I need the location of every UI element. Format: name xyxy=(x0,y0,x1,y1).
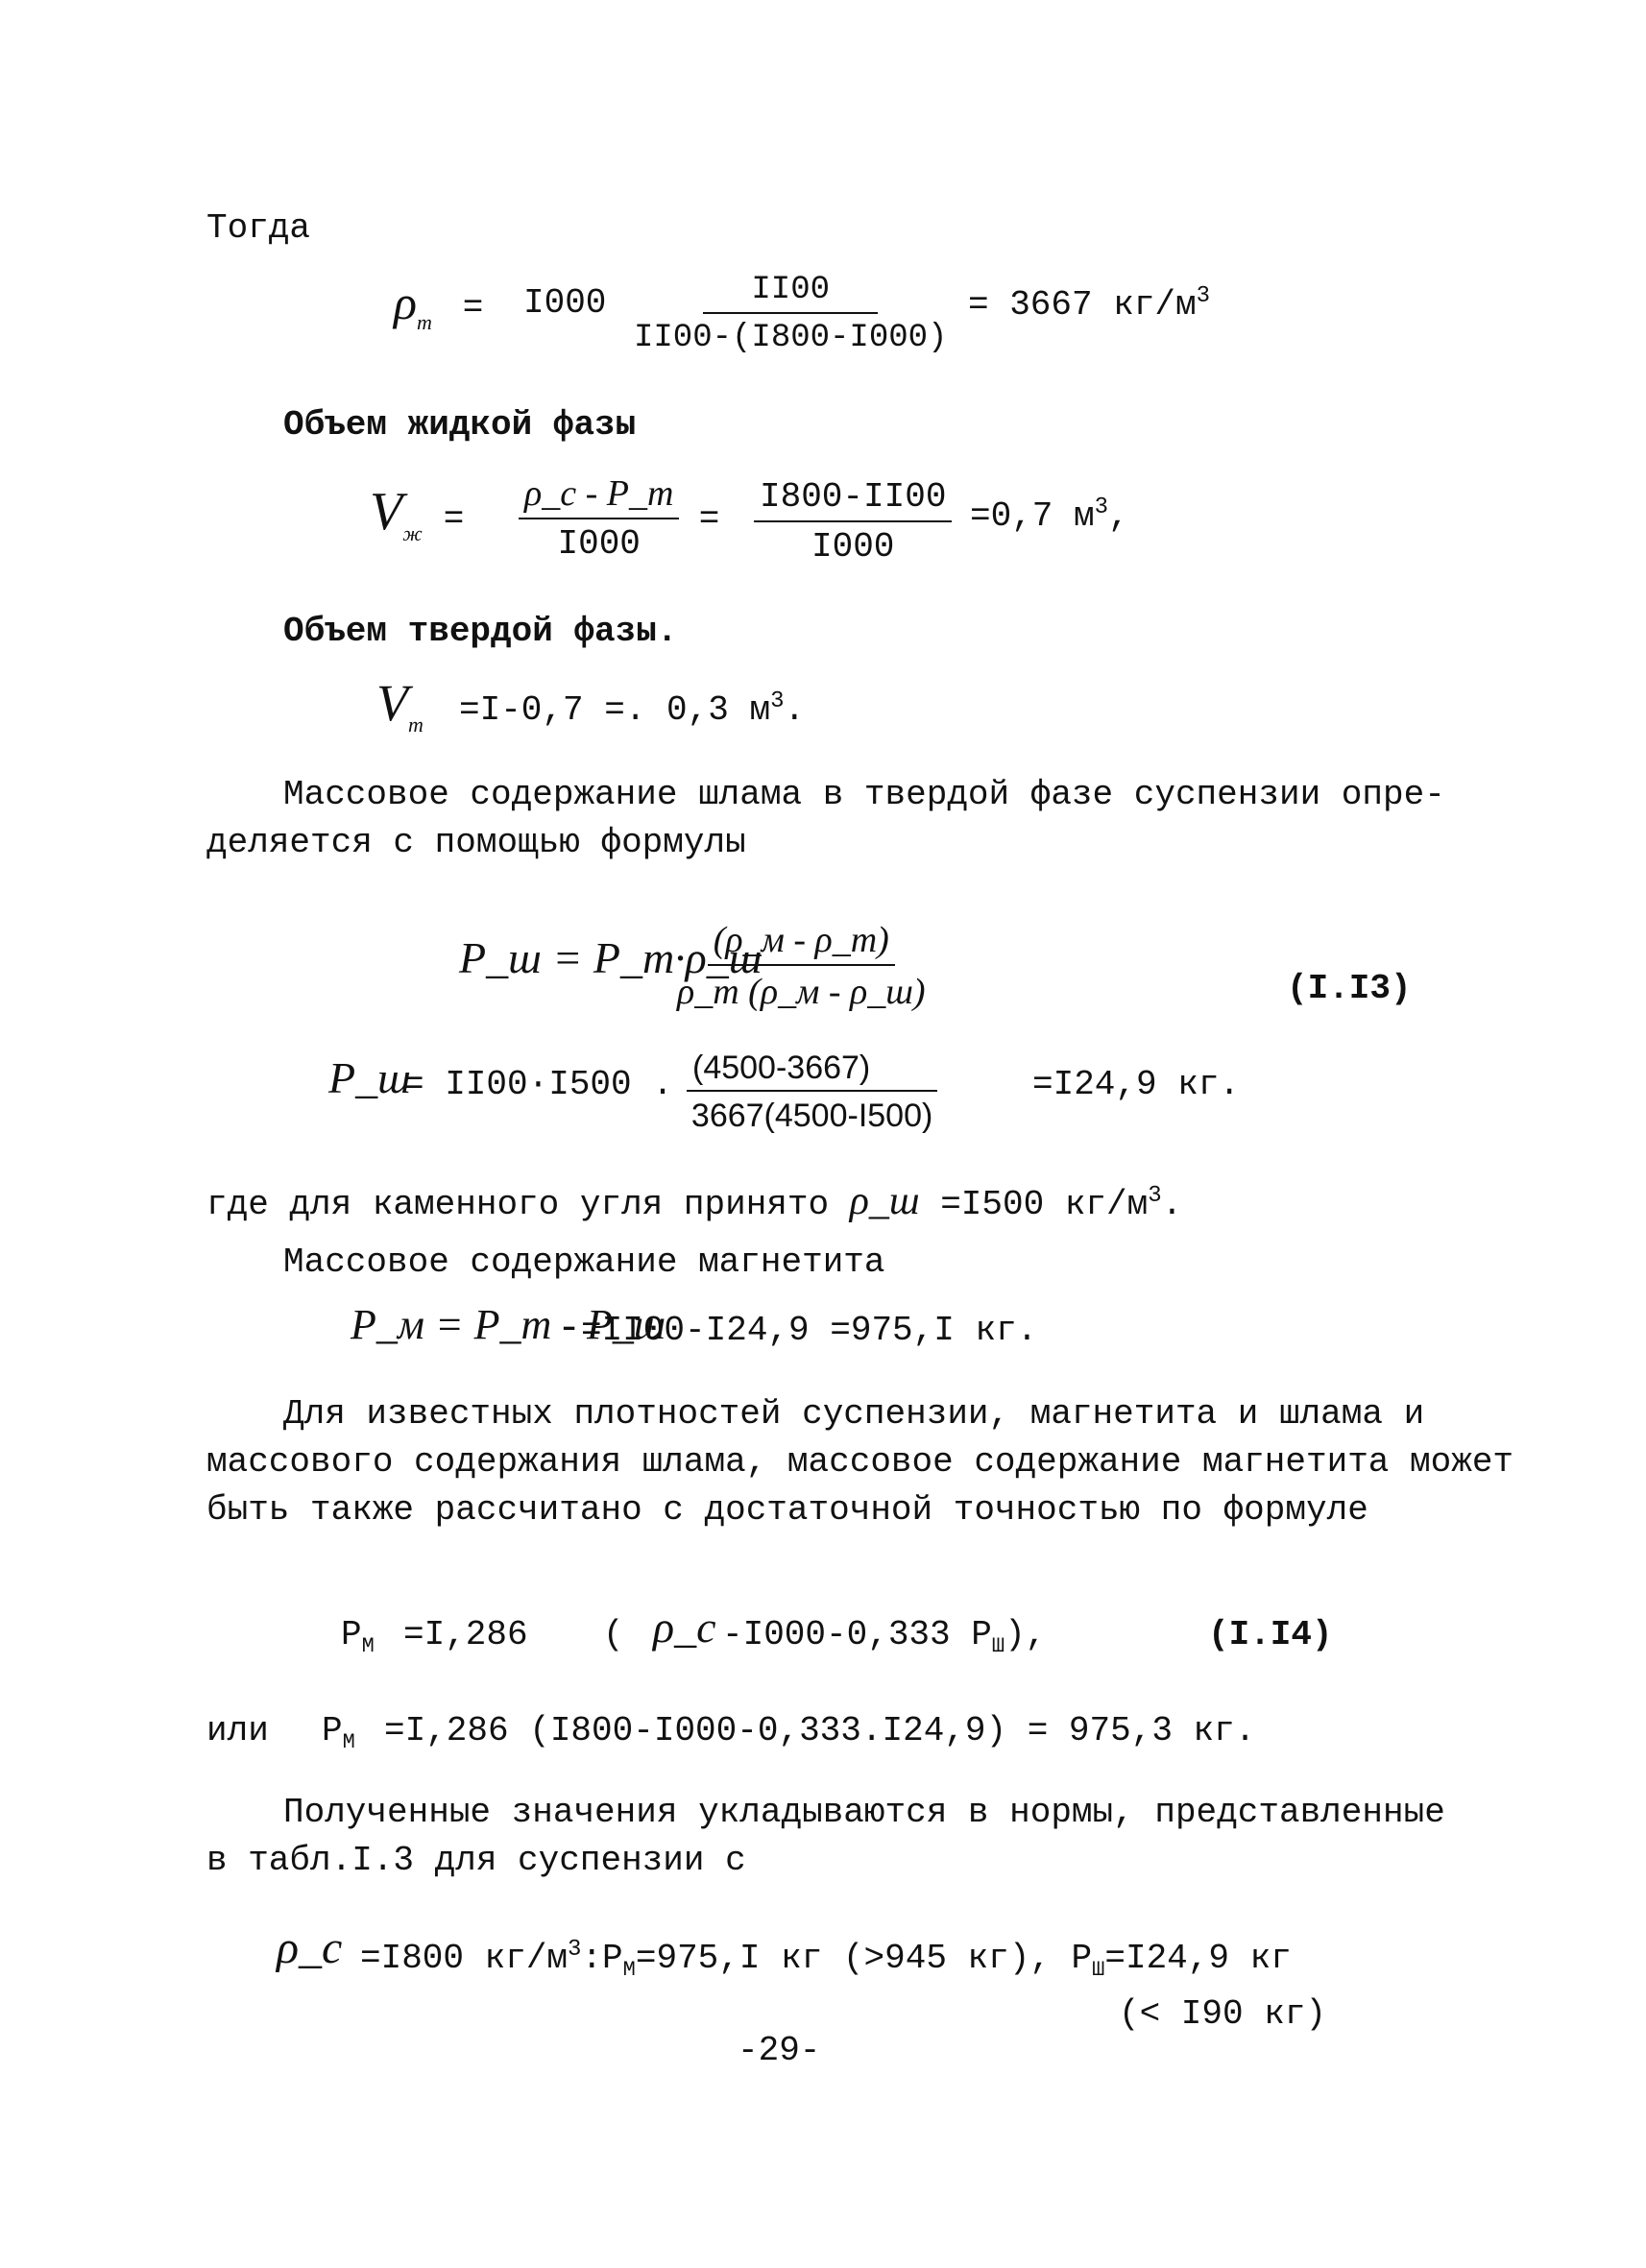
eq2-lhs: $V_ж$ xyxy=(370,482,423,546)
eq1-result: = 3667 $кг/м^3$ xyxy=(968,283,1211,325)
eq5-lhs: P_ш xyxy=(328,1053,411,1102)
where-symbol: ρ_ш xyxy=(849,1179,920,1223)
eq4-lhs: P_ш = P_т·ρ_ш xyxy=(459,933,762,982)
paragraph-3-line-1: Полученные значения укладываются в нормы, представленные xyxy=(283,1793,1445,1832)
eq1-coef: I000 xyxy=(523,283,607,323)
eq5-fraction: $\frac{(4500-3667)}{3667(4500-I500)}$ xyxy=(687,1051,937,1132)
eq8-prefix: или xyxy=(206,1711,269,1750)
eq2-fraction-2: $\frac{I800-II00}{I000}$ xyxy=(754,480,952,565)
eq9-line-2: (< I90 кг) xyxy=(1119,1994,1327,2034)
eq7-lhs: $P_М$ xyxy=(341,1615,375,1659)
eq7-coef: =I,286 xyxy=(403,1615,528,1654)
eq5-result: =I24,9 кг. xyxy=(1032,1065,1241,1104)
eq2-equals-1: = xyxy=(444,496,465,536)
eq1-lhs: $\rho_т$ xyxy=(394,276,432,334)
eq8-lhs: $P_М$ xyxy=(322,1711,355,1755)
intro-text: Тогда xyxy=(206,208,311,248)
eq2-fraction-1: ρ_c - P_т I000 xyxy=(519,475,679,562)
eq5-mid: = II00·I500 . xyxy=(403,1065,673,1104)
eq7-label: (I.I4) xyxy=(1208,1615,1333,1654)
paragraph-2-line-2: массового содержания шлама, массовое содержание магнетита может xyxy=(206,1442,1514,1482)
eq9-symbol: ρ_c xyxy=(277,1922,343,1973)
eq7-symbol: ρ_c xyxy=(653,1603,716,1652)
paragraph-2-line-3: быть также рассчитано с достаточной точностью по формуле xyxy=(206,1490,1368,1530)
paragraph-2-line-1: Для известных плотностей суспензии, магнетита и шлама и xyxy=(283,1394,1425,1434)
eq3-lhs: $V_т$ xyxy=(376,674,424,736)
eq4-label: (I.I3) xyxy=(1287,969,1412,1008)
eq1-fraction: $\frac{II00}{II00-(I800-I000)}$ xyxy=(634,272,948,356)
eq7-open: ( xyxy=(603,1615,624,1654)
eq4-fraction: (ρ_м - ρ_т) ρ_т (ρ_м - ρ_ш) xyxy=(677,920,926,1012)
eq3-rhs: =I-0,7 =. 0,3 $м^3$. xyxy=(459,688,806,730)
eq6-lhs: P_м = P_т - P_ш xyxy=(351,1301,666,1348)
eq7-body: -I000-0,333 $P_Ш$), xyxy=(722,1615,1047,1659)
paragraph-3-line-2: в табл.I.3 для суспензии с xyxy=(206,1841,746,1880)
where-value: =I500 $кг/м^3$. xyxy=(940,1183,1183,1224)
eq9-values: =I800 $кг/м^3:P_М=975,I$ кг (>945 кг), $P_Ш=I24,9$ кг xyxy=(360,1937,1292,1983)
where-line xyxy=(206,1181,1182,1222)
eq1-equals: = xyxy=(463,285,484,325)
eq6-rhs: =II00-I24,9 =975,I кг. xyxy=(581,1311,1038,1350)
eq8-rhs: =I,286 (I800-I000-0,333.I24,9) = 975,3 кг. xyxy=(384,1711,1256,1750)
paragraph-1-line-2: деляется с помощью формулы xyxy=(206,823,746,862)
page-number: -29- xyxy=(738,2031,821,2070)
eq2-equals-2: = xyxy=(699,496,720,536)
heading-solid-phase: Объем твердой фазы. xyxy=(283,612,678,651)
heading-liquid-phase: Объем жидкой фазы xyxy=(283,405,637,445)
eq2-result: =0,7 $м^3$, xyxy=(970,495,1129,536)
heading-magnetite: Массовое содержание магнетита xyxy=(283,1243,885,1282)
where-text: где для каменного угля принято xyxy=(206,1185,830,1224)
paragraph-1-line-1: Массовое содержание шлама в твердой фазе суспензии опре- xyxy=(283,775,1445,814)
